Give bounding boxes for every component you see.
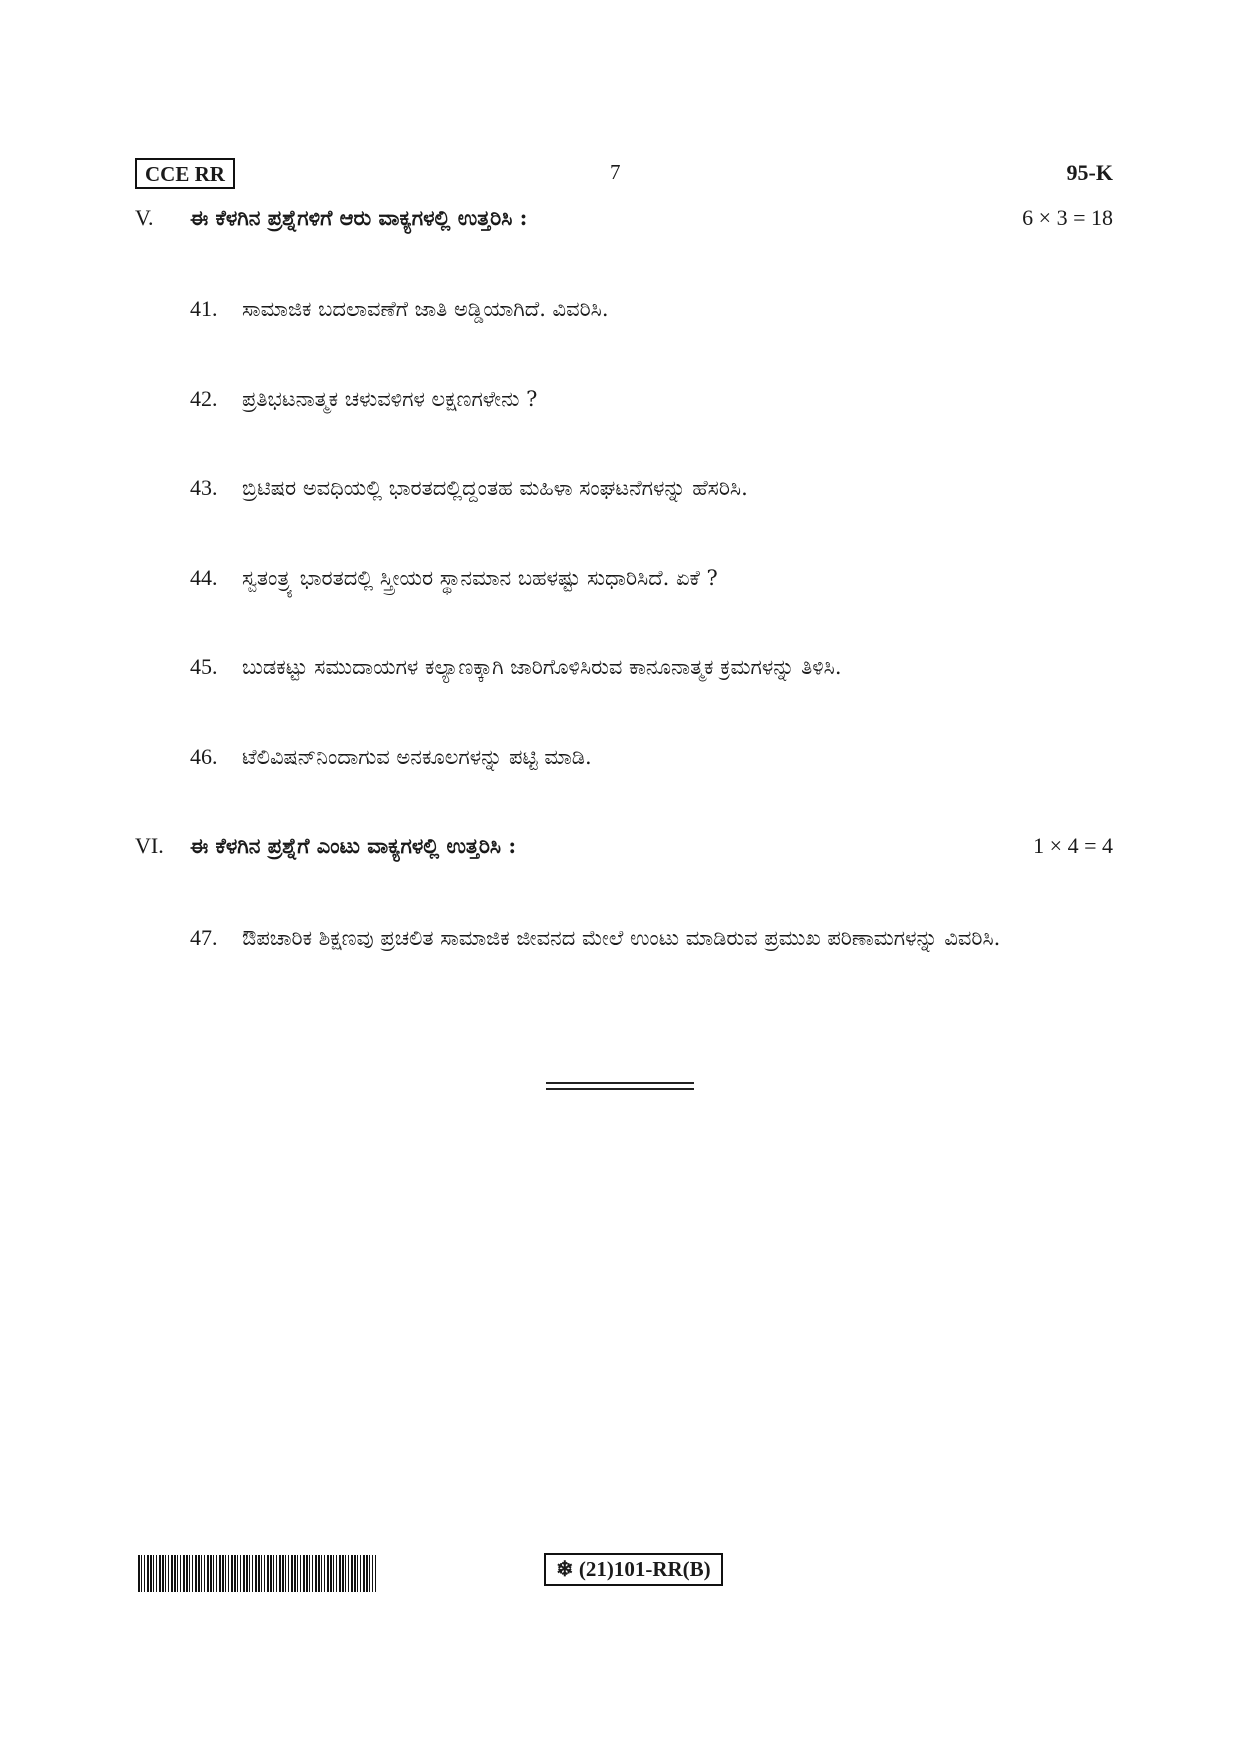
question-text: ಟೆಲಿವಿಷನ್‌ನಿಂದಾಗುವ ಅನಕೂಲಗಳನ್ನು ಪಟ್ಟಿ ಮಾಡಿ. (242, 745, 592, 769)
question-number: 41. (190, 296, 218, 321)
question-number: 45. (190, 654, 218, 679)
question-item (190, 551, 1110, 605)
question-item (190, 910, 1110, 966)
page-number: 7 (610, 160, 621, 184)
question-text: ಔಪಚಾರಿಕ ಶಿಕ್ಷಣವು ಪ್ರಚಲಿತ ಸಾಮಾಜಿಕ ಜೀವನದ ಮೇಲೆ ಉಂಟು ಮಾಡಿರುವ ಪ್ರಮುಖ ಪರಿಣಾಮಗಳನ್ನು ವಿವರಿಸಿ. (242, 926, 1001, 950)
question-item (190, 372, 1110, 426)
question-text: ಬ್ರಿಟಿಷರ ಅವಧಿಯಲ್ಲಿ ಭಾರತದಲ್ಲಿದ್ದಂತಹ ಮಹಿಳಾ ಸಂಘಟನೆಗಳನ್ನು ಹೆಸರಿಸಿ. (242, 476, 748, 500)
section-marks: 1 × 4 = 4 (1033, 833, 1113, 858)
question-number: 42. (190, 386, 218, 411)
section-number: V. (135, 205, 154, 230)
paper-code: 95-K (1066, 160, 1113, 185)
section-instruction: ಈ ಕೆಳಗಿನ ಪ್ರಶ್ನೆಗಳಿಗೆ ಆರು ವಾಕ್ಯಗಳಲ್ಲಿ ಉತ್ತರಿಸಿ : (190, 205, 528, 230)
question-number: 46. (190, 744, 218, 769)
question-item (190, 282, 1110, 336)
question-number: 47. (190, 925, 218, 950)
section-instruction: ಈ ಕೆಳಗಿನ ಪ್ರಶ್ನೆಗೆ ಎಂಟು ವಾಕ್ಯಗಳಲ್ಲಿ ಉತ್ತರಿಸಿ : (190, 833, 517, 858)
footer-paper-code: ❄ (21)101-RR(B) (544, 1553, 723, 1586)
barcode (138, 1555, 376, 1592)
question-item (190, 730, 1110, 784)
section-marks: 6 × 3 = 18 (1022, 205, 1113, 230)
question-number: 44. (190, 565, 218, 590)
series-label-box: CCE RR (135, 158, 235, 189)
end-of-questions-rule (546, 1082, 694, 1090)
question-number: 43. (190, 475, 218, 500)
question-item (190, 461, 1110, 515)
section-number: VI. (135, 833, 164, 858)
question-item (190, 640, 1110, 694)
question-text: ಪ್ರತಿಭಟನಾತ್ಮಕ ಚಳುವಳಿಗಳ ಲಕ್ಷಣಗಳೇನು ? (242, 387, 538, 411)
question-text: ಸ್ವತಂತ್ರ್ಯ ಭಾರತದಲ್ಲಿ ಸ್ತ್ರೀಯರ ಸ್ಥಾನಮಾನ ಬಹಳಷ್ಟು ಸುಧಾರಿಸಿದೆ. ಏಕೆ ? (242, 566, 718, 590)
question-text: ಸಾಮಾಜಿಕ ಬದಲಾವಣೆಗೆ ಜಾತಿ ಅಡ್ಡಿಯಾಗಿದೆ. ವಿವರಿಸಿ. (242, 297, 609, 321)
question-text: ಬುಡಕಟ್ಟು ಸಮುದಾಯಗಳ ಕಲ್ಯಾಣಕ್ಕಾಗಿ ಜಾರಿಗೊಳಿಸಿರುವ ಕಾನೂನಾತ್ಮಕ ಕ್ರಮಗಳನ್ನು ತಿಳಿಸಿ. (242, 655, 842, 679)
